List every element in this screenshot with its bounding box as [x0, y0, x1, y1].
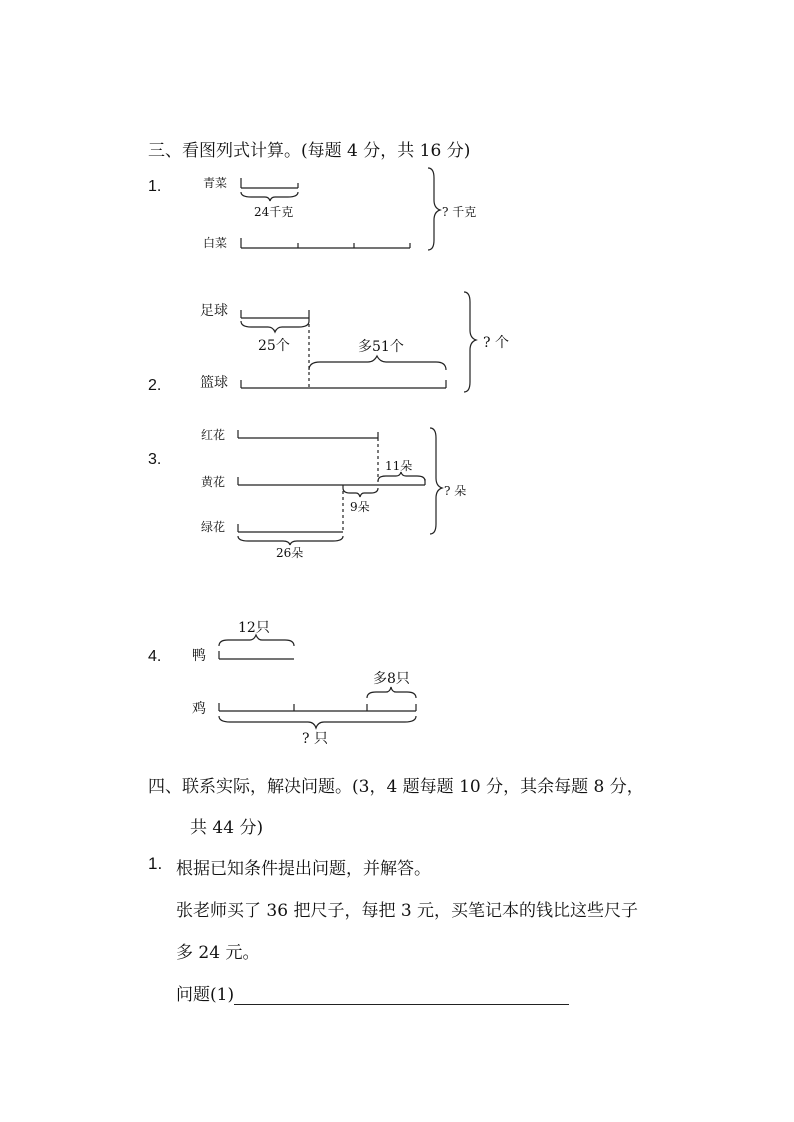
q2-label-lanqiu: 篮球 — [200, 375, 228, 391]
q2-number: 2. — [148, 377, 162, 394]
q3-diff2: 9朵 — [350, 500, 370, 514]
q1-total: ? 千克 — [442, 205, 477, 219]
q4-total: ? 只 — [302, 731, 328, 747]
q4-number: 4. — [148, 648, 162, 665]
q4-label-ji: 鸡 — [192, 701, 206, 717]
q2-total: ? 个 — [483, 335, 509, 351]
q1-label-baicai: 白菜 — [203, 236, 228, 250]
q2-part1: 25个 — [258, 338, 290, 354]
q3-label-lvhua: 绿花 — [201, 520, 226, 534]
q4-top: 12只 — [238, 620, 270, 636]
q3-number: 3. — [148, 451, 162, 468]
q4-label-ya: 鸭 — [192, 648, 206, 664]
s4-q1-question-label: 问题(1) — [176, 985, 235, 1005]
q2-part2: 多51个 — [358, 339, 404, 355]
s4-q1-text-line1: 张老师买了 36 把尺子，每把 3 元，买笔记本的钱比这些尺子 — [176, 901, 639, 921]
s4-q1-number: 1. — [148, 854, 163, 873]
q3-base: 26朵 — [276, 546, 304, 560]
q3-label-huanghua: 黄花 — [201, 475, 226, 489]
section4-title-line1: 四、联系实际，解决问题。(3，4 题每题 10 分，其余每题 8 分， — [148, 777, 644, 797]
q1-label-qingcai: 青菜 — [203, 176, 228, 190]
q3-total: ? 朵 — [444, 484, 467, 498]
s4-q1-prompt: 根据已知条件提出问题，并解答。 — [176, 859, 431, 879]
q2-label-zuqiu: 足球 — [200, 303, 228, 319]
q1-number: 1. — [148, 178, 162, 195]
q1-brace-label: 24千克 — [254, 205, 294, 219]
answer-blank[interactable] — [234, 986, 569, 1005]
s4-q1-question-row — [176, 980, 569, 1005]
section4-title-line2: 共 44 分) — [190, 818, 264, 838]
q4-extra: 多8只 — [373, 671, 410, 687]
s4-q1-text-line2: 多 24 元。 — [176, 943, 260, 963]
q3-diff1: 11朵 — [385, 459, 413, 473]
section3-title: 三、看图列式计算。(每题 4 分，共 16 分) — [148, 141, 471, 161]
q3-label-honghua: 红花 — [201, 428, 226, 442]
